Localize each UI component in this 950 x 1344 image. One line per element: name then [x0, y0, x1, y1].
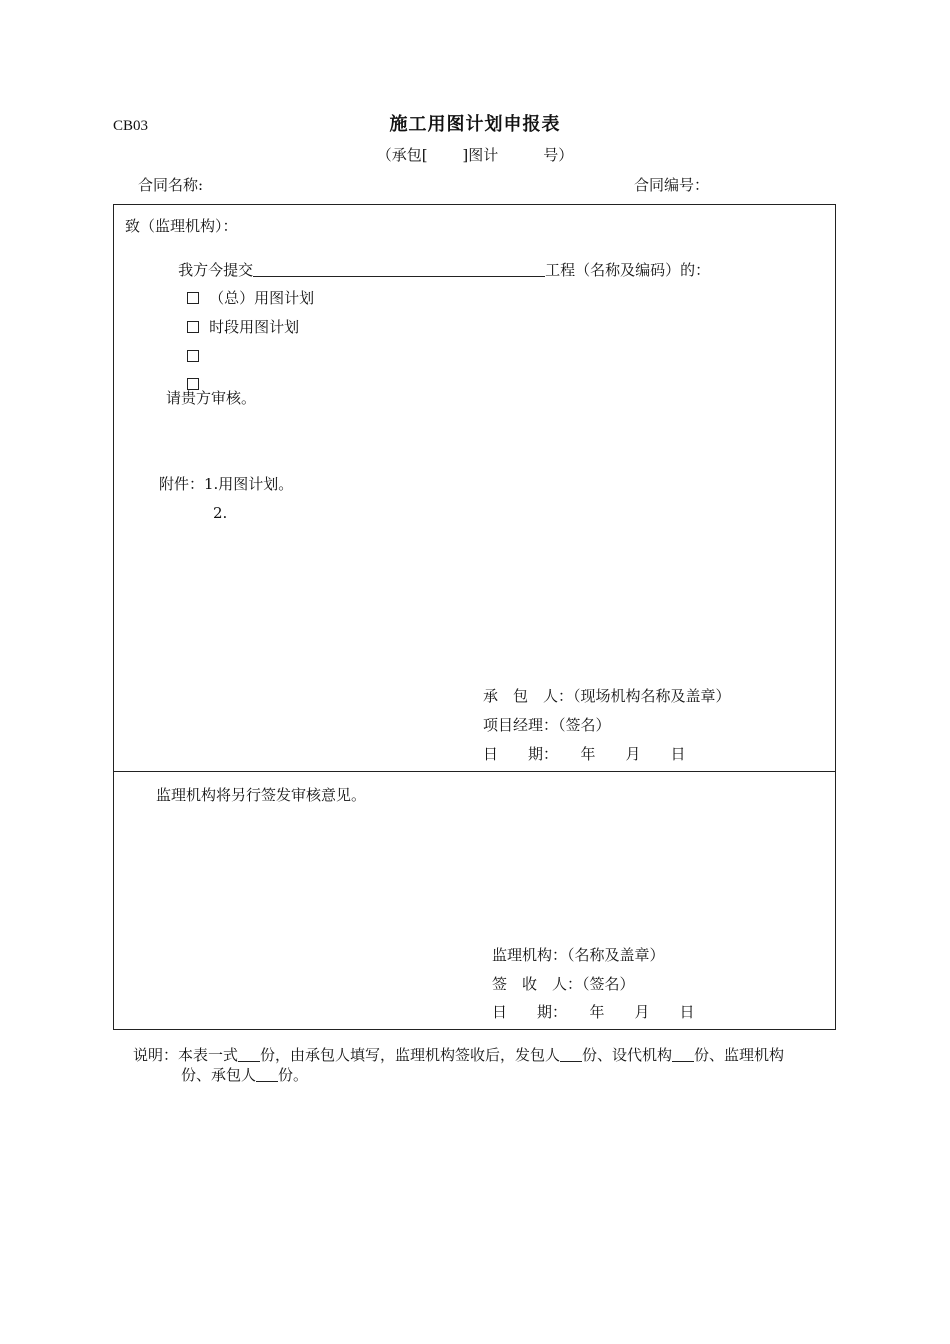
copies-field[interactable] — [256, 1069, 278, 1082]
contract-name-label: 合同名称: — [138, 176, 204, 194]
section-divider — [114, 771, 835, 772]
checkbox-icon[interactable] — [187, 321, 199, 333]
form-title: 施工用图计划申报表 — [389, 114, 561, 135]
option-label: 时段用图计划 — [209, 318, 300, 336]
manager-signature: 项目经理：（签名） — [483, 716, 611, 734]
supervisor-date: 日 期： 年 月 日 — [492, 1003, 695, 1021]
note-text: 份、承包人 — [181, 1066, 257, 1084]
attachment-2: 2. — [213, 504, 228, 522]
submit-suffix: 工程（名称及编码）的： — [545, 261, 711, 279]
project-name-field[interactable] — [253, 262, 545, 277]
option-label: （总）用图计划 — [209, 289, 315, 307]
form-code: CB03 — [113, 118, 149, 134]
supervisor-org-signature: 监理机构：（名称及盖章） — [492, 946, 665, 964]
receiver-signature: 签 收 人：（签名） — [492, 975, 635, 993]
checkbox-icon[interactable] — [187, 350, 199, 362]
copies-field[interactable] — [560, 1049, 582, 1062]
note-text: 份、设代机构 — [582, 1046, 673, 1064]
note-text: 份。 — [278, 1066, 309, 1084]
form-box — [113, 204, 836, 1030]
form-note — [133, 1045, 784, 1085]
copies-field[interactable] — [238, 1049, 260, 1062]
addressee: 致（监理机构）： — [125, 217, 238, 235]
note-text: 份、监理机构 — [694, 1046, 785, 1064]
note-text: 份，由承包人填写，监理机构签收后，发包人 — [260, 1046, 561, 1064]
attachment-1: 附件：1.用图计划。 — [159, 475, 294, 493]
contract-number-label: 合同编号： — [634, 176, 710, 194]
checkbox-icon[interactable] — [187, 292, 199, 304]
submit-prefix: 我方今提交 — [178, 261, 254, 279]
note-text: 说明：本表一式 — [133, 1046, 239, 1064]
contractor-signature: 承 包 人：（现场机构名称及盖章） — [483, 687, 731, 705]
form-subtitle: （承包[ ]图计 号） — [376, 146, 574, 164]
review-request: 请贵方审核。 — [166, 389, 257, 407]
copies-field[interactable] — [672, 1049, 694, 1062]
contractor-date: 日 期： 年 月 日 — [483, 745, 686, 763]
supervisor-opinion: 监理机构将另行签发审核意见。 — [156, 786, 367, 804]
